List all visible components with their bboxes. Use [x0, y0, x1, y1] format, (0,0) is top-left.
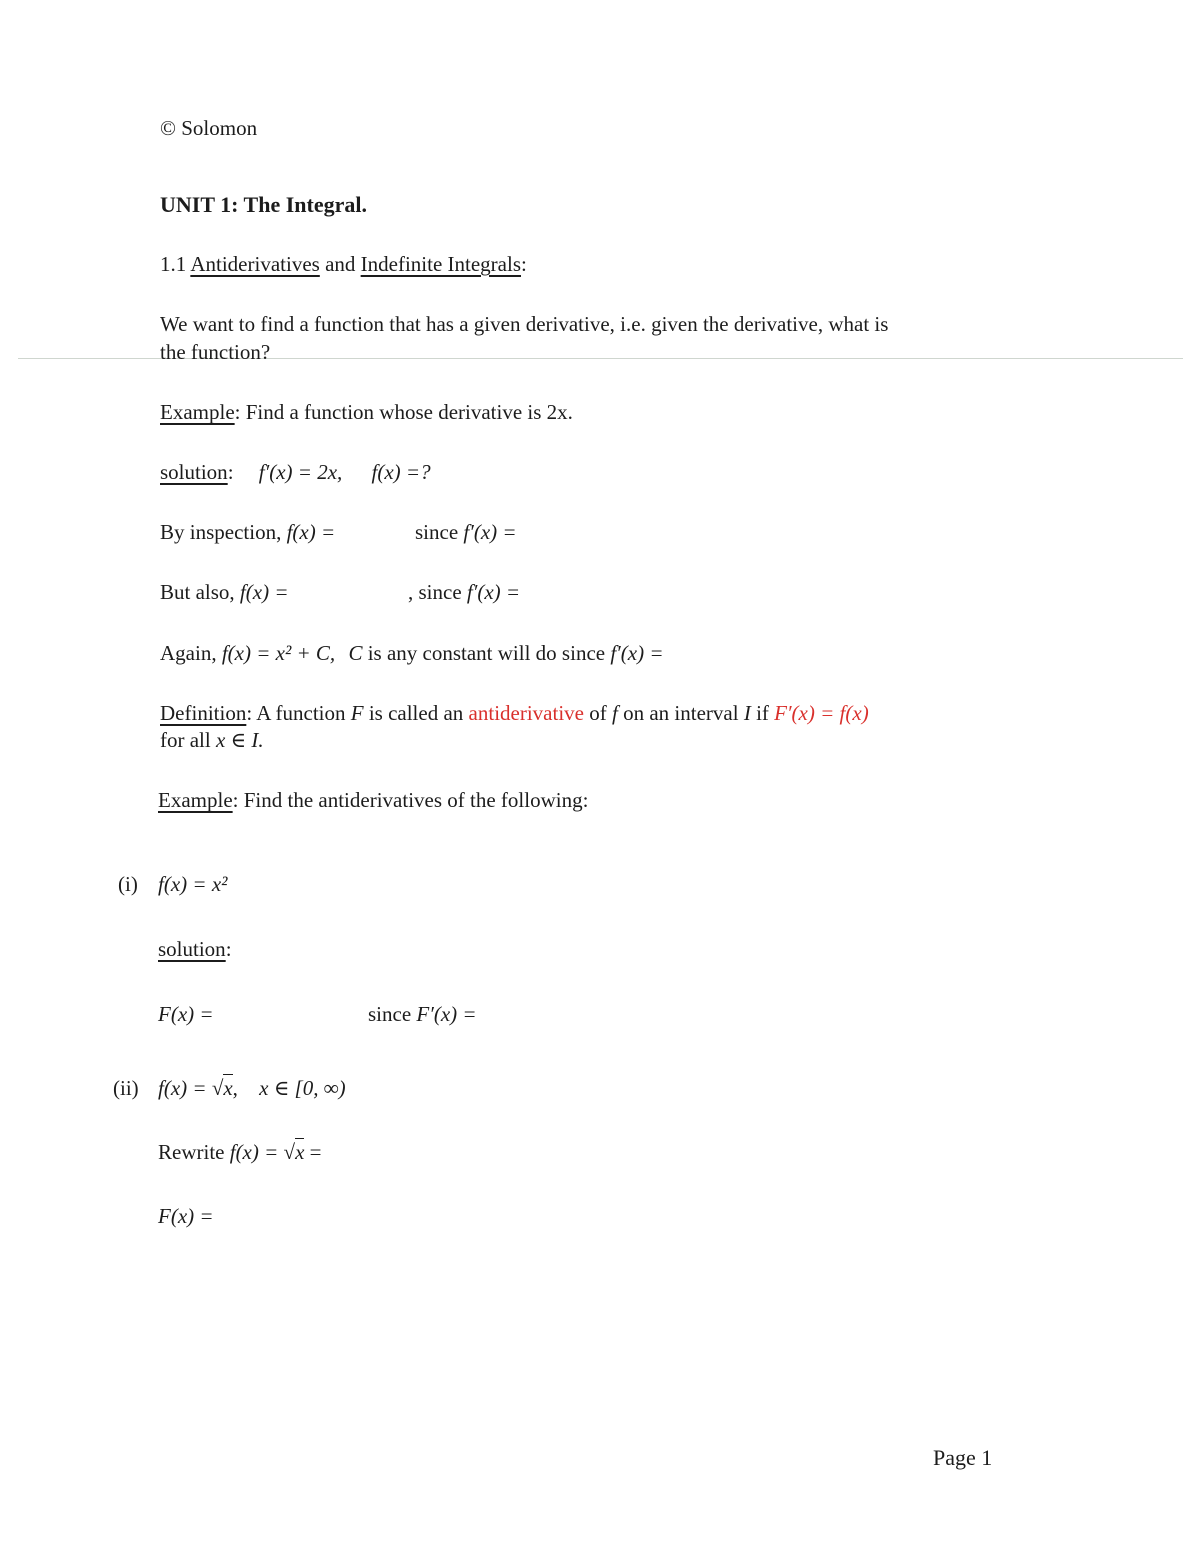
solution-1-eq2: f(x) =? — [371, 460, 431, 484]
copyright-line — [160, 116, 257, 141]
definition-I: I — [743, 701, 751, 725]
example-label: Example — [160, 400, 235, 424]
but-also-line — [160, 580, 288, 605]
definition-line2-b: x ∈ I. — [215, 728, 264, 752]
definition-F: F — [350, 701, 364, 725]
part-ii-rewrite-eq: f(x) = — [229, 1140, 284, 1164]
definition-line-1 — [160, 701, 869, 726]
part-i-since: since — [368, 1002, 412, 1026]
part-i-solution — [158, 937, 232, 962]
intro-line-2: the function? — [160, 340, 271, 364]
again-text: is any constant will do since — [367, 641, 606, 665]
section-and: and — [325, 252, 356, 276]
section-term-antiderivatives: Antiderivatives — [190, 252, 320, 276]
but-also-lead: But also, — [160, 580, 235, 604]
example-1 — [160, 400, 573, 425]
part-ii-eq-b: , — [232, 1076, 238, 1100]
inspection-fx: f(x) = — [286, 520, 336, 544]
part-ii-rewrite-radicand: x — [295, 1140, 305, 1164]
inspection-since: since — [415, 520, 459, 544]
unit-title: UNIT 1: The Integral. — [160, 192, 367, 217]
again-eq: f(x) = x² + C, — [221, 641, 336, 665]
inspection-fpx: f′(x) = — [463, 520, 517, 544]
sqrt-icon-2: √ — [283, 1140, 296, 1164]
part-ii-eq — [158, 1076, 346, 1101]
part-i-solution-label: solution — [158, 937, 226, 961]
page-number: Page 1 — [933, 1445, 993, 1470]
section-term-indefinite-integrals: Indefinite Integrals — [360, 252, 521, 276]
again-lead: Again, — [160, 641, 217, 665]
definition-text-e: if — [756, 701, 769, 725]
part-i-Fpx: F′(x) = — [416, 1002, 477, 1026]
part-ii-Fx: F(x) = — [158, 1204, 214, 1228]
part-i-eq: f(x) = x² — [158, 872, 228, 896]
part-ii-rewrite-label: Rewrite — [158, 1140, 225, 1164]
part-ii-radicand: x — [223, 1076, 233, 1100]
but-also-since-part — [408, 580, 520, 605]
sqrt-icon: √ — [211, 1076, 224, 1100]
definition-text-c: of — [589, 701, 607, 725]
solution-colon: : — [227, 460, 234, 484]
definition-line-2 — [160, 728, 264, 753]
part-ii-rewrite-tail: = — [304, 1140, 322, 1164]
part-i-solution-colon: : — [225, 937, 232, 961]
copyright-icon: © — [160, 116, 176, 140]
example-2-text: : Find the antiderivatives of the following: — [232, 788, 589, 812]
part-i-Fx: F(x) = — [158, 1002, 214, 1026]
part-i-since-part — [368, 1002, 477, 1027]
inspection-lead: By inspection, — [160, 520, 282, 544]
definition-text-b: is called an — [368, 701, 464, 725]
definition-f: f — [612, 701, 618, 725]
solution-label: solution — [160, 460, 228, 484]
definition-condition: F′(x) = f(x) — [774, 701, 869, 725]
example-2-label: Example — [158, 788, 233, 812]
but-also-fpx: f′(x) = — [466, 580, 521, 604]
section-number: 1.1 — [160, 252, 187, 276]
example-1-text: : Find a function whose derivative is 2x. — [234, 400, 573, 424]
definition-text-a: : A function — [246, 701, 346, 725]
but-also-since: , since — [408, 580, 462, 604]
section-colon: : — [521, 252, 527, 276]
definition-line2-a: for all — [160, 728, 211, 752]
author-name: Solomon — [181, 116, 258, 140]
again-c: C — [348, 641, 363, 665]
solution-1 — [160, 460, 431, 485]
inspection-since-part — [415, 520, 517, 545]
solution-1-eq1: f′(x) = 2x, — [258, 460, 343, 484]
part-ii-domain: x ∈ [0, ∞) — [259, 1076, 346, 1100]
again-fpx: f′(x) = — [610, 641, 664, 665]
definition-text-d: on an interval — [623, 701, 739, 725]
definition-term: antiderivative — [468, 701, 584, 725]
but-also-fx: f(x) = — [239, 580, 289, 604]
section-heading — [160, 252, 527, 277]
inspection-line — [160, 520, 335, 545]
example-2 — [158, 788, 588, 813]
part-i-label: (i) — [118, 872, 138, 896]
part-ii-label: (ii) — [113, 1076, 139, 1100]
part-ii-eq-a: f(x) = — [158, 1076, 212, 1100]
definition-label: Definition — [160, 701, 247, 725]
again-line — [160, 641, 664, 666]
intro-line-1: We want to find a function that has a given derivative, i.e. given the derivative, what is — [160, 312, 889, 336]
part-ii-rewrite — [158, 1140, 322, 1165]
